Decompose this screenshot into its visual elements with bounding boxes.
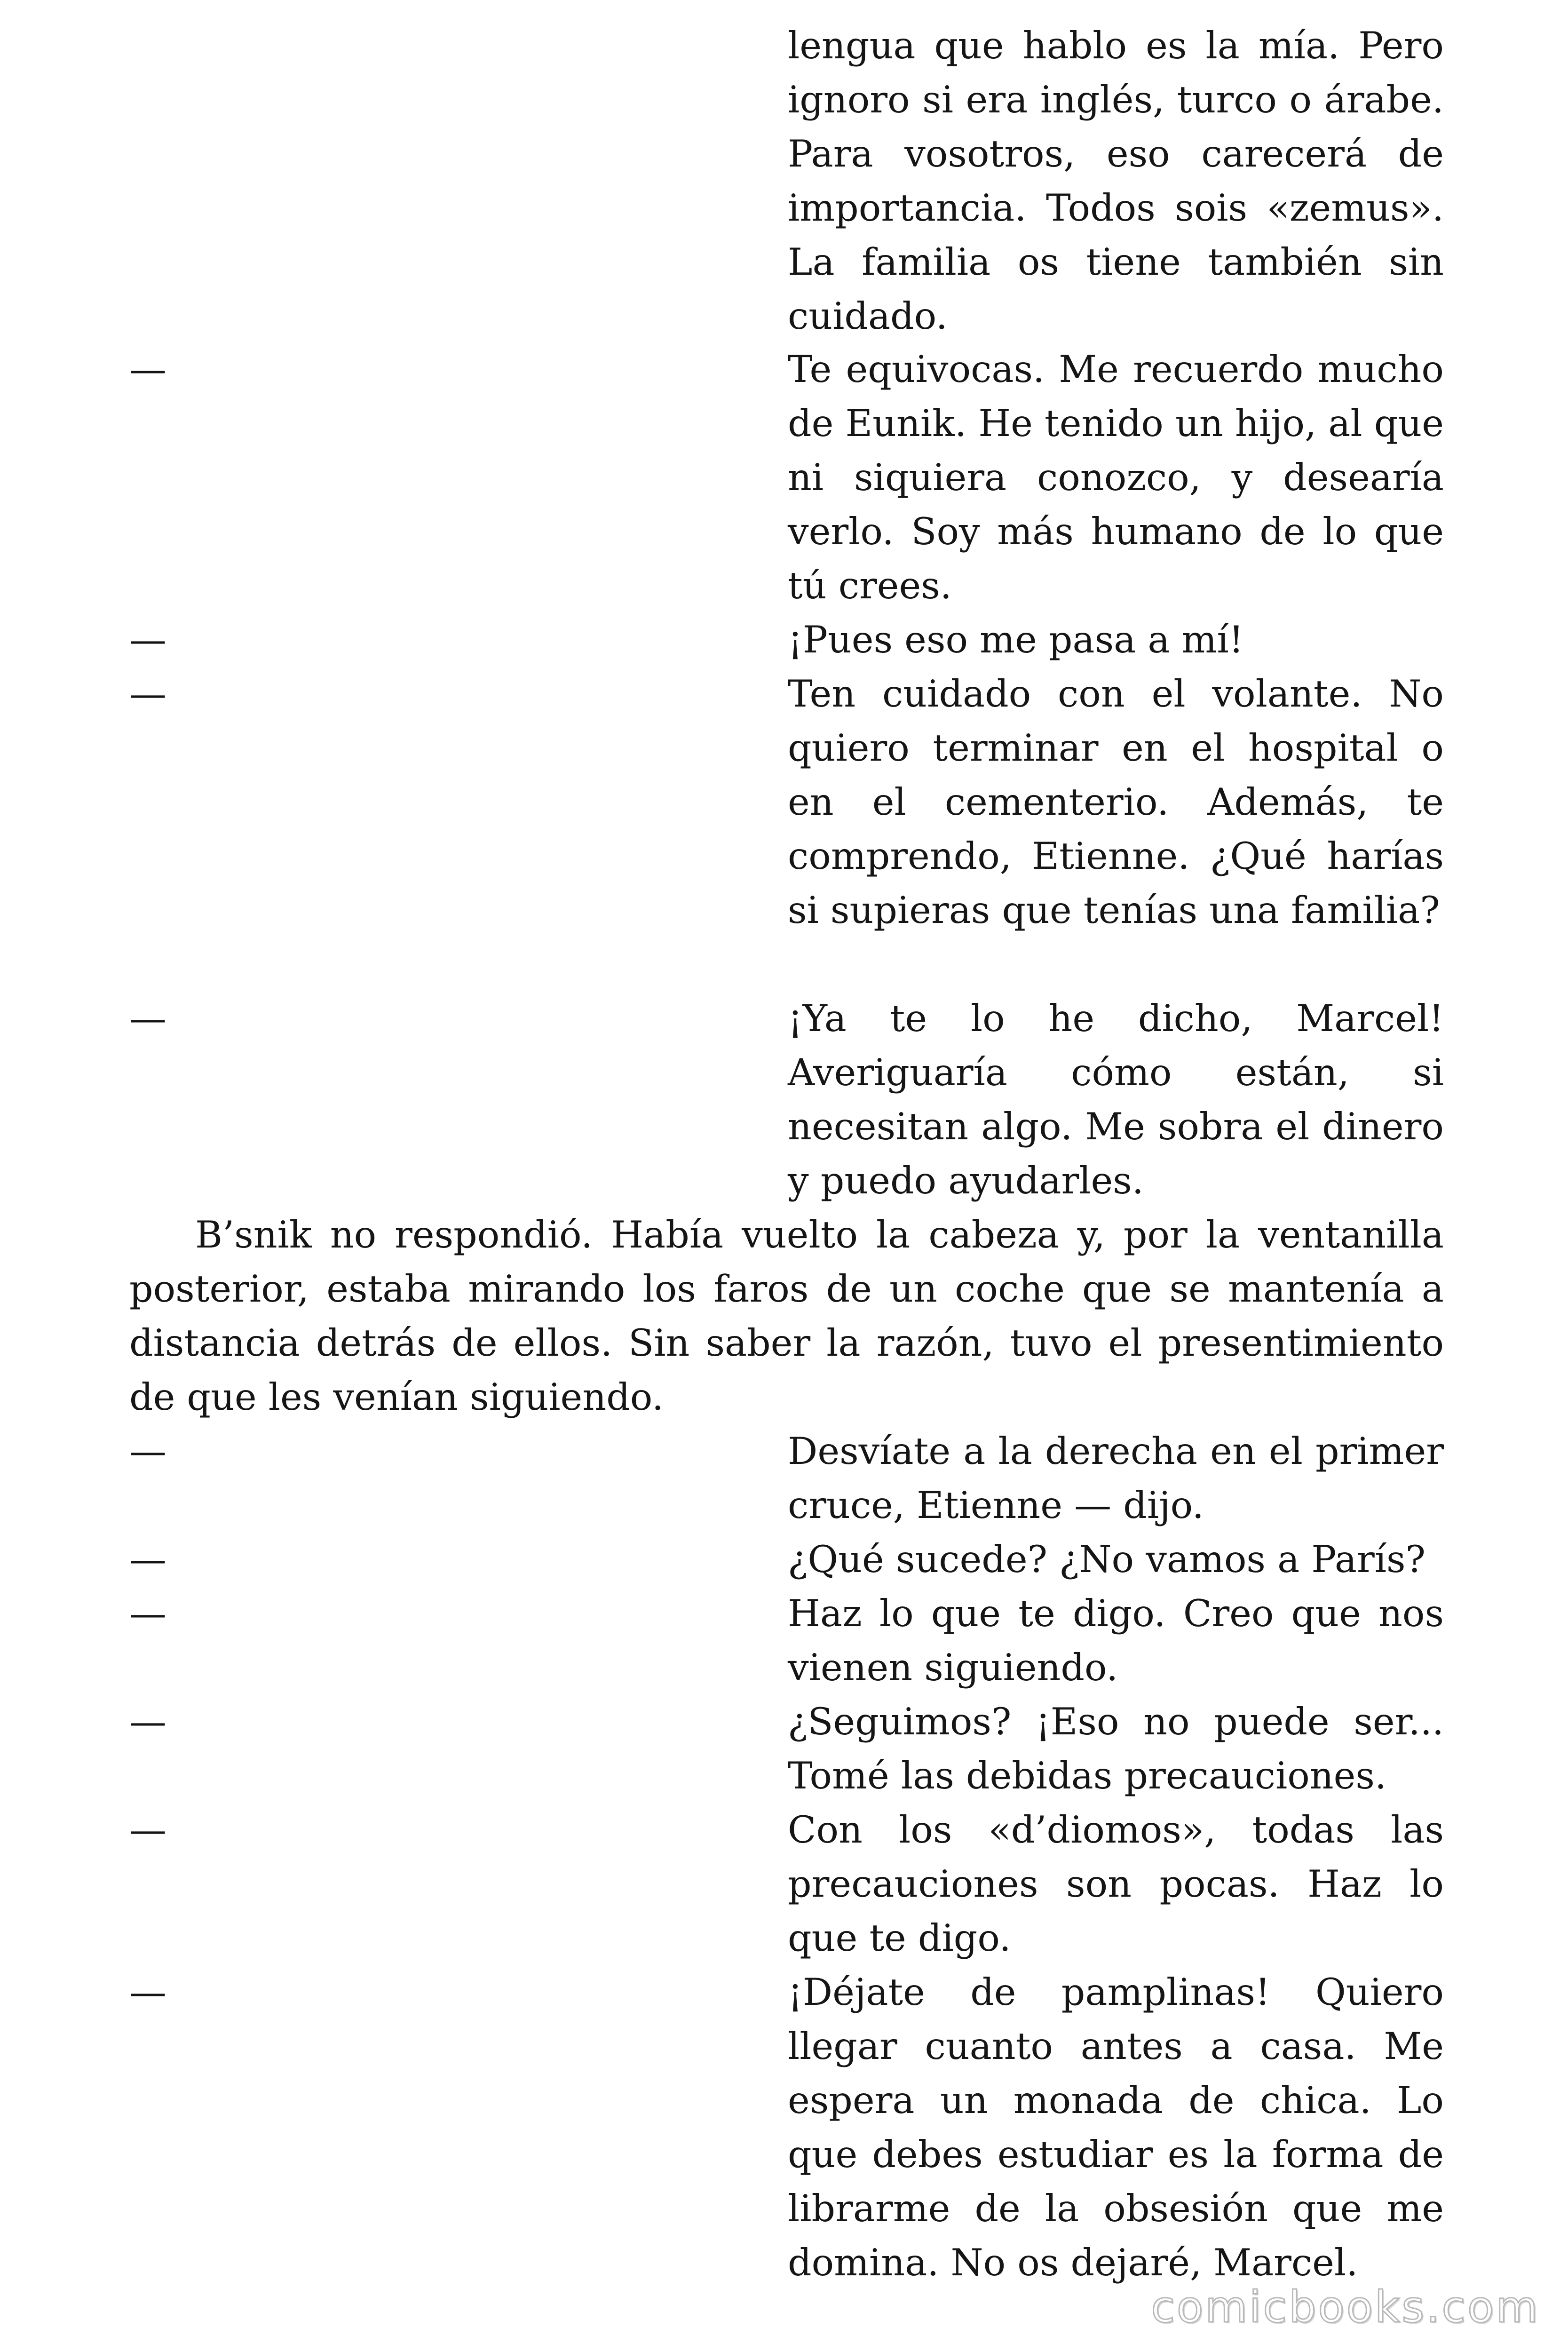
dialogue-dash: — — [129, 348, 166, 391]
dialogue-dash: — — [129, 1700, 166, 1743]
dialogue-dash: — — [129, 618, 166, 661]
dialogue-line: ¿Qué sucede? ¿No vamos a París? — [788, 1538, 1425, 1581]
dialogue-line: Te equivocas. Me recuerdo mucho de Eunik. He tenido un hijo, al que ni siquiera conozco, y desearía verlo. Soy más humano de lo que tú crees. — [788, 348, 1444, 607]
dialogue-line: ¿Seguimos? ¡Eso no puede ser... Tomé las debidas precauciones. — [788, 1700, 1444, 1797]
dialogue-dash: — — [129, 1971, 166, 2014]
dialogue-line: Haz lo que te digo. Creo que nos vienen siguiendo. — [788, 1592, 1444, 1689]
dialogue-line: Con los «d’diomos», todas las precauciones son pocas. Haz lo que te digo. — [788, 1808, 1444, 1960]
dialogue-line: ¡Pues eso me pasa a mí! — [788, 618, 1244, 661]
dialogue-line: ¡Ya te lo he dicho, Marcel! Averiguaría cómo están, si necesitan algo. Me sobra el dinero y puedo ayudarles. — [788, 997, 1444, 1202]
continuation-paragraph: lengua que hablo es la mía. Pero ignoro si era inglés, turco o árabe. Para vosotros, eso carecerá de importancia. Todos sois «zemus». La familia os tiene también sin cuidado. — [788, 24, 1444, 338]
dialogue-line: Ten cuidado con el volante. No quiero terminar en el hospital o en el cementerio. Además, te comprendo, Etienne. ¿Qué harías si supieras que tenías una familia? — [788, 672, 1444, 932]
dialogue-dash: — — [129, 997, 166, 1040]
narration-paragraph: B’snik no respondió. Había vuelto la cabeza y, por la ventanilla posterior, estaba mirando los faros de un coche que se mantenía a distancia detrás de ellos. Sin saber la razón, tuvo el presentimiento de que les venían siguiendo. — [129, 1213, 1444, 1419]
dialogue-line: ¡Déjate de pamplinas! Quiero llegar cuanto antes a casa. Me espera un monada de chica. Lo que debes estudiar es la forma de librarme de la obsesión que me domina. No os dejaré, Marcel. — [788, 1971, 1444, 2284]
dialogue-dash: — — [129, 1808, 166, 1851]
dialogue-dash: — — [129, 1592, 166, 1635]
dialogue-dash: — — [129, 672, 166, 715]
dialogue-line: Desvíate a la derecha en el primer cruce, Etienne — dijo. — [788, 1430, 1444, 1527]
dialogue-dash: — — [129, 1430, 166, 1473]
watermark-text: comicbooks.com — [1151, 2282, 1540, 2332]
dialogue-dash: — — [129, 1538, 166, 1581]
